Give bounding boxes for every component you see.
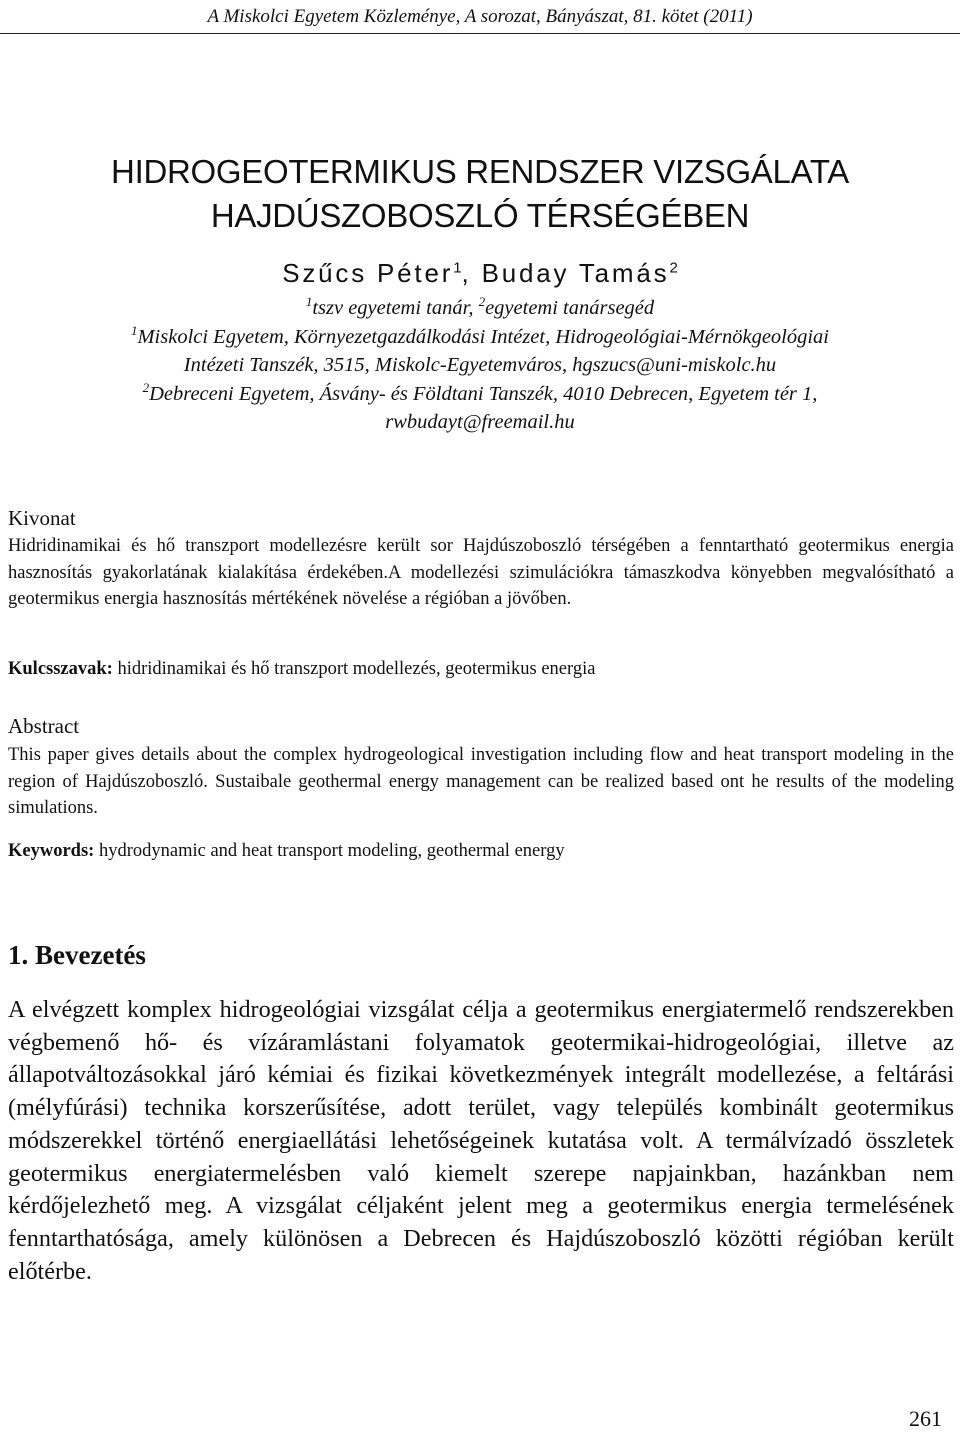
kulcsszavak-text: hidridinamikai és hő transzport modellezés, geotermikus energia xyxy=(112,659,596,679)
author-2: Buday Tamás xyxy=(481,258,670,288)
role-1: tszv egyetemi tanár, xyxy=(312,297,479,319)
affiliation-2-line-1 xyxy=(0,380,960,409)
paper-title xyxy=(0,150,960,238)
keywords-line xyxy=(8,838,565,864)
affiliation-1-line-1 xyxy=(0,323,960,352)
journal-header: A Miskolci Egyetem Közleménye, A sorozat, Bányászat, 81. kötet (2011) xyxy=(207,6,753,27)
kivonat-text: Hidridinamikai és hő transzport modellezésre került sor Hajdúszoboszló térségében a fenntartható geotermikus energia hasznosítás gyakorlatának kialakítása érdekében.A modellezési szimulációkra támaszkodva könyebben megvalósítható a geotermikus energia hasznosítás mértékének növelése a régióban a jövőben. xyxy=(8,536,954,609)
role-2-sup: 2 xyxy=(478,294,486,310)
title-line-2: HAJDÚSZOBOSZLÓ TÉRSÉGÉBEN xyxy=(210,197,750,234)
kulcsszavak-label: Kulcsszavak: xyxy=(8,659,113,679)
author-2-sup: 2 xyxy=(669,259,678,277)
affiliation-1-sup: 1 xyxy=(130,322,138,338)
role-1-sup: 1 xyxy=(305,294,313,310)
keywords-label: Keywords: xyxy=(8,841,95,861)
section-1-text: A elvégzett komplex hidrogeológiai vizsgálat célja a geotermikus energiatermelő rendszerekben végbemenő hő- és vízáramlástani folyamatok geotermikai-hidrogeológiai, illetve az állapotváltozásokkal járó kémiai és fizikai következmények integrált modellezése, a feltárási (mélyfúrási) technika korszerűsítése, adott terület, vagy település kombinált geotermikus módszerekkel történő energiaellátási lehetőségeinek kutatása volt. A termálvízadó összletek geotermikus energiatermelésben való kiemelt szerepe napjainkban, hazánkban nem kérdőjelezhető meg. A vizsgálat céljaként jelent meg a geotermikus energia termelésének fenntarthatósága, amely különösen a Debrecen és Hajdúszoboszló közötti régióban került előtérbe. xyxy=(8,996,954,1285)
keywords-text: hydrodynamic and heat transport modeling, geothermal energy xyxy=(94,841,565,861)
section-1-heading: 1. Bevezetés xyxy=(8,940,146,970)
affiliation-2-text-1: Debreceni Egyetem, Ásvány- és Földtani Tanszék, 4010 Debrecen, Egyetem tér 1, xyxy=(149,382,818,405)
kivonat-heading: Kivonat xyxy=(8,506,76,530)
author-1: Szűcs Péter xyxy=(282,258,454,288)
author-list xyxy=(0,258,960,289)
roles-line xyxy=(0,294,960,323)
page-number: 261 xyxy=(909,1406,942,1431)
affiliation-1-text-1: Miskolci Egyetem, Környezetgazdálkodási Intézet, Hidrogeológiai-Mérnökgeológiai xyxy=(137,325,830,348)
role-2: egyetemi tanársegéd xyxy=(485,297,655,319)
affiliations xyxy=(0,294,960,437)
header-rule xyxy=(0,33,960,34)
affiliation-2-line-2: rwbudayt@freemail.hu xyxy=(385,411,575,433)
author-1-sup: 1 xyxy=(453,259,462,277)
kulcsszavak-line xyxy=(8,656,595,682)
author-separator: , xyxy=(461,258,482,288)
affiliation-1-line-2: Intézeti Tanszék, 3515, Miskolc-Egyetemváros, hgszucs@uni-miskolc.hu xyxy=(183,354,777,376)
abstract-text: This paper gives details about the complex hydrogeological investigation including flow and heat transport modeling in the region of Hajdúszoboszló. Sustaibale geothermal energy management can be realized based ont he results of the modeling simulations. xyxy=(8,745,954,818)
affiliation-2-sup: 2 xyxy=(142,379,150,395)
title-line-1: HIDROGEOTERMIKUS RENDSZER VIZSGÁLATA xyxy=(111,153,849,190)
abstract-heading: Abstract xyxy=(8,714,80,738)
